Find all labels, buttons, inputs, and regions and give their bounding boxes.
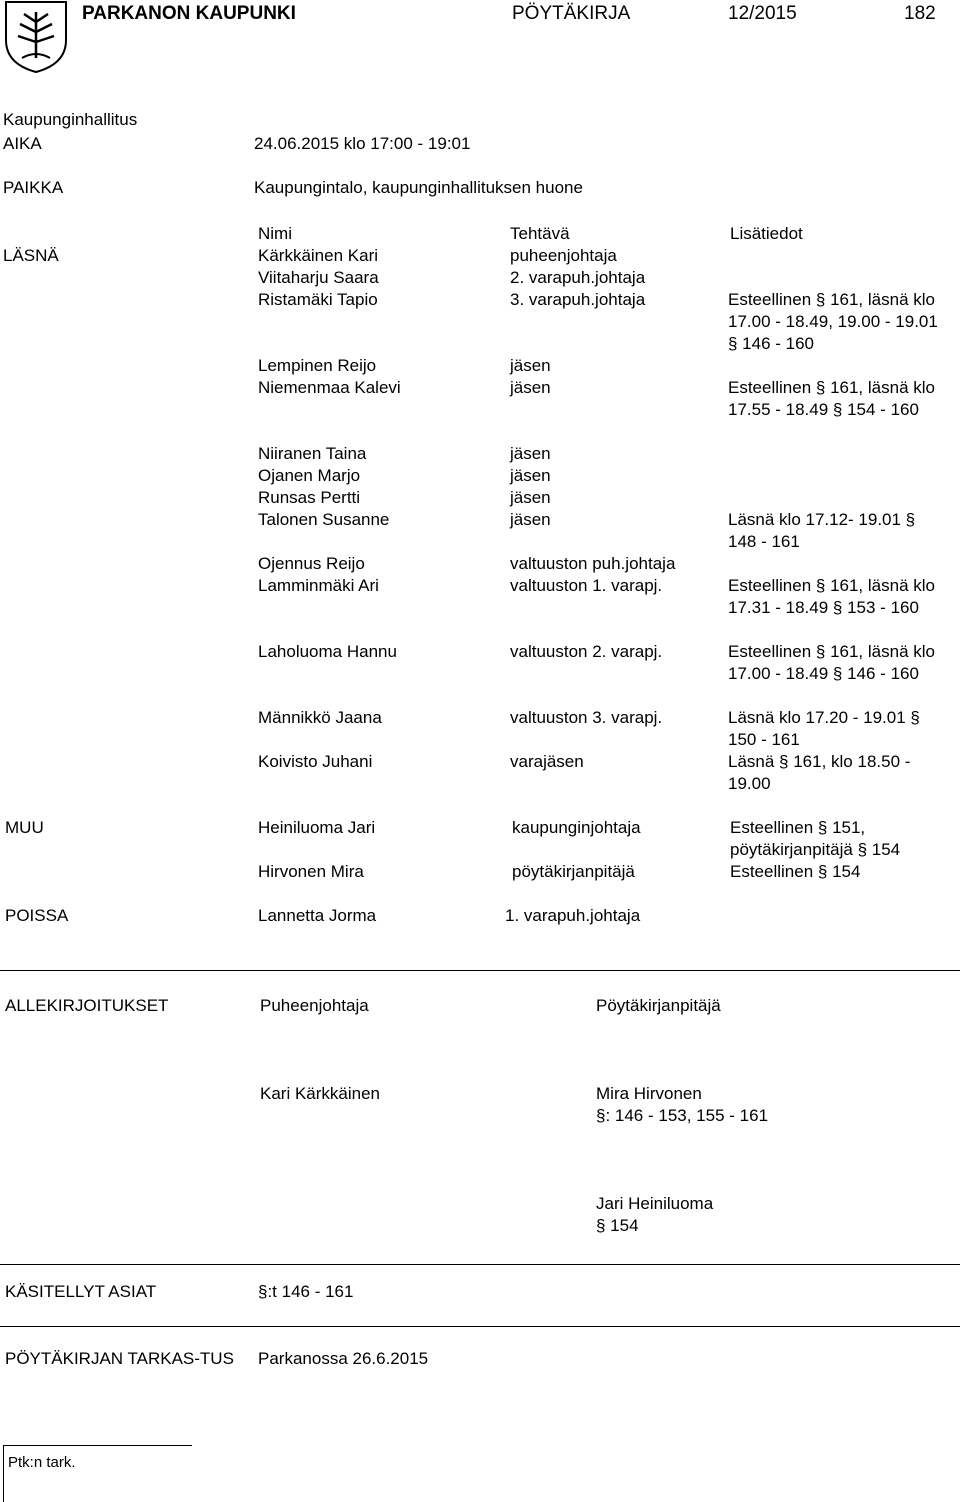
secretary-name: Mira Hirvonen: [596, 1084, 702, 1103]
divider: [0, 970, 960, 971]
secretary-sections: §: 146 - 153, 155 - 161: [596, 1106, 769, 1125]
place-value: Kaupungintalo, kaupunginhallituksen huone: [254, 178, 583, 197]
absent-name: Lannetta Jorma: [258, 906, 377, 925]
member-role: jäsen: [510, 488, 551, 507]
other-name: Hirvonen Mira: [258, 862, 364, 881]
review-value: Parkanossa 26.6.2015: [258, 1349, 429, 1368]
member-role: jäsen: [510, 466, 551, 485]
member-role: varajäsen: [510, 752, 584, 771]
member-name: Viitaharju Saara: [258, 268, 379, 287]
member-role: jäsen: [510, 510, 551, 529]
column-header-name: Nimi: [258, 224, 292, 243]
section-label-present: LÄSNÄ: [3, 246, 59, 265]
other-role: pöytäkirjanpitäjä: [512, 862, 635, 881]
page-header: [0, 0, 960, 30]
coat-of-arms-icon: [2, 0, 70, 74]
time-value: 24.06.2015 klo 17:00 - 19:01: [254, 134, 471, 153]
second-secretary-sections: § 154: [596, 1216, 639, 1235]
divider: [0, 1264, 960, 1265]
other-role: kaupunginjohtaja: [512, 818, 641, 837]
member-info: Läsnä § 161, klo 18.50 - 19.00: [728, 752, 911, 793]
member-name: Runsas Pertti: [258, 488, 361, 507]
member-name: Ojennus Reijo: [258, 554, 365, 573]
member-name: Lamminmäki Ari: [258, 576, 379, 595]
member-role: valtuuston 1. varapj.: [510, 576, 663, 595]
time-label: AIKA: [3, 134, 42, 153]
member-name: Koivisto Juhani: [258, 752, 373, 771]
member-role: jäsen: [510, 378, 551, 397]
other-name: Heiniluoma Jari: [258, 818, 376, 837]
member-info: Esteellinen § 161, läsnä klo 17.55 - 18.49 § 154 - 160: [728, 378, 935, 419]
org-name: PARKANON KAUPUNKI: [82, 3, 296, 24]
initials-box: [3, 1445, 192, 1502]
secretary-title: Pöytäkirjanpitäjä: [596, 996, 721, 1015]
other-info: Esteellinen § 154: [730, 862, 861, 881]
section-label-absent: POISSA: [5, 906, 69, 925]
member-role: valtuuston 2. varapj.: [510, 642, 663, 661]
member-role: valtuuston 3. varapj.: [510, 708, 663, 727]
page-number: 182: [904, 3, 936, 24]
member-name: Ristamäki Tapio: [258, 290, 378, 309]
section-label-other: MUU: [5, 818, 44, 837]
member-role: jäsen: [510, 444, 551, 463]
place-label: PAIKKA: [3, 178, 64, 197]
member-info: Esteellinen § 161, läsnä klo 17.00 - 18.49, 19.00 - 19.01 § 146 - 160: [728, 290, 938, 353]
doc-number: 12/2015: [728, 3, 797, 24]
column-header-info: Lisätiedot: [730, 224, 803, 243]
initials-label: Ptk:n tark.: [8, 1454, 76, 1471]
member-role: 2. varapuh.johtaja: [510, 268, 646, 287]
other-info: Esteellinen § 151, pöytäkirjanpitäjä § 154: [730, 818, 901, 859]
absent-role: 1. varapuh.johtaja: [505, 906, 641, 925]
member-name: Ojanen Marjo: [258, 466, 361, 485]
column-header-role: Tehtävä: [510, 224, 570, 243]
chair-name: Kari Kärkkäinen: [260, 1084, 381, 1103]
member-name: Laholuoma Hannu: [258, 642, 397, 661]
handled-value: §:t 146 - 161: [258, 1282, 354, 1301]
member-name: Kärkkäinen Kari: [258, 246, 379, 265]
member-name: Männikkö Jaana: [258, 708, 382, 727]
second-secretary-name: Jari Heiniluoma: [596, 1194, 714, 1213]
member-info: Läsnä klo 17.12- 19.01 § 148 - 161: [728, 510, 916, 551]
member-name: Niiranen Taina: [258, 444, 367, 463]
member-info: Esteellinen § 161, läsnä klo 17.00 - 18.49 § 146 - 160: [728, 642, 935, 683]
doc-type: PÖYTÄKIRJA: [512, 3, 631, 24]
member-info: Esteellinen § 161, läsnä klo 17.31 - 18.49 § 153 - 160: [728, 576, 935, 617]
member-role: jäsen: [510, 356, 551, 375]
member-name: Talonen Susanne: [258, 510, 390, 529]
member-name: Lempinen Reijo: [258, 356, 377, 375]
handled-label: KÄSITELLYT ASIAT: [5, 1282, 157, 1301]
body-name: Kaupunginhallitus: [3, 110, 138, 129]
review-label: PÖYTÄKIRJAN TARKAS-TUS: [5, 1349, 234, 1368]
member-name: Niemenmaa Kalevi: [258, 378, 401, 397]
divider: [0, 1326, 960, 1327]
member-role: puheenjohtaja: [510, 246, 617, 265]
member-info: Läsnä klo 17.20 - 19.01 § 150 - 161: [728, 708, 920, 749]
chair-title: Puheenjohtaja: [260, 996, 369, 1015]
signatures-label: ALLEKIRJOITUKSET: [5, 996, 169, 1015]
member-role: 3. varapuh.johtaja: [510, 290, 646, 309]
member-role: valtuuston puh.johtaja: [510, 554, 676, 573]
